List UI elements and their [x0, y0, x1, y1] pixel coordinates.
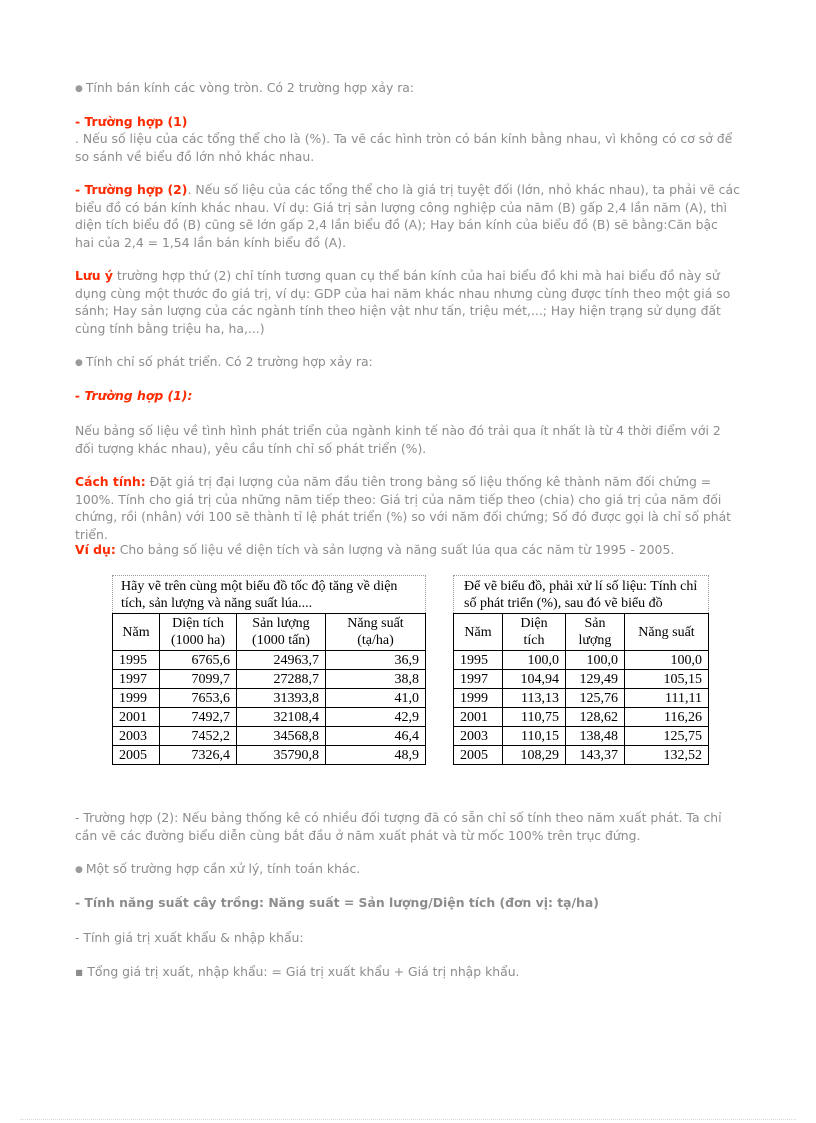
table-original-cell: 6765,6 — [160, 651, 237, 670]
growth-case1-heading: - Trường hợp (1): — [75, 388, 193, 403]
table-original-grid — [112, 613, 426, 765]
table-original-cell: 27288,7 — [237, 670, 326, 689]
table-original-header-year: Năm — [113, 614, 160, 651]
method-heading: Cách tính: — [75, 474, 146, 489]
table-original-cell: 7452,2 — [160, 727, 237, 746]
table-index-caption: Để vẽ biểu đồ, phải xử lí số liệu: Tính chỉ số phát triển (%), sau đó vẽ biểu đồ — [453, 575, 709, 613]
example-heading: Ví dụ: — [75, 542, 116, 557]
table-index-cell: 125,76 — [566, 689, 625, 708]
table-original-cell: 7099,7 — [160, 670, 237, 689]
case1-text: . Nếu số liệu của các tổng thể cho là (%). Ta vẽ các hình tròn có bán kính bằng nhau, vì không có cơ sở để so sánh về biểu đồ lớn nhỏ khác nhau. — [75, 131, 733, 164]
table-original-cell: 7492,7 — [160, 708, 237, 727]
table-index-cell: 116,26 — [625, 708, 709, 727]
example-paragraph — [75, 541, 740, 559]
table-index-cell: 113,13 — [503, 689, 566, 708]
table-original-cell: 7326,4 — [160, 746, 237, 765]
table-original-cell: 31393,8 — [237, 689, 326, 708]
table-index-row — [454, 651, 709, 670]
method-paragraph — [75, 473, 740, 543]
table-index-cell: 100,0 — [503, 651, 566, 670]
table-original-cell: 2005 — [113, 746, 160, 765]
table-index-row — [454, 670, 709, 689]
table-original-cell: 48,9 — [326, 746, 426, 765]
page-bottom-divider — [20, 1119, 796, 1120]
table-index-cell: 100,0 — [566, 651, 625, 670]
note-text: trường hợp thứ (2) chỉ tính tương quan cụ thể bán kính của hai biểu đồ khi mà hai biểu đồ này sử dụng cùng một thước đo giá trị, ví dụ: GDP của hai năm khác nhau nhưng cùng được tính theo một giá so sánh; Hay sản lượng của các ngành tính theo hiện vật như tấn, triệu mét,...; Hay hiện trạng sử dụng đất cùng tính bằng triệu ha, ha,...) — [75, 268, 731, 336]
table-original-row — [113, 727, 426, 746]
table-index-cell: 1997 — [454, 670, 503, 689]
table-index-cell: 2005 — [454, 746, 503, 765]
table-original-row — [113, 651, 426, 670]
bullet-growth — [75, 353, 740, 374]
table-index-cell: 100,0 — [625, 651, 709, 670]
yield-formula: - Tính năng suất cây trồng: Năng suất = Sản lượng/Diện tích (đơn vị: tạ/ha) — [75, 895, 599, 910]
table-index-row — [454, 727, 709, 746]
table-original-header-yield: Năng suất (tạ/ha) — [326, 614, 426, 651]
table-index-cell: 129,49 — [566, 670, 625, 689]
table-index-cell: 110,15 — [503, 727, 566, 746]
growth-case1-text: Nếu bảng số liệu về tình hình phát triển của ngành kinh tế nào đó trải qua ít nhất là từ 4 thời điểm với 2 đối tượng khác nhau), yêu cầu tính chỉ số phát triển (%). — [75, 423, 721, 456]
table-original-header-output: Sản lượng (1000 tấn) — [237, 614, 326, 651]
table-original-cell: 1997 — [113, 670, 160, 689]
table-original-header-area: Diện tích (1000 ha) — [160, 614, 237, 651]
case2-text: . Nếu số liệu của các tổng thể cho là giá trị tuyệt đối (lớn, nhỏ khác nhau), ta phải vẽ các biểu đồ có bán kính khác nhau. Ví dụ: Giá trị sản lượng công nghiệp của năm (B) gấp 2,4 lần năm (A), thì diện tích biểu đồ (B) cũng sẽ lớn gấp 2,4 lần biểu đồ (A); Hay bán kính của biểu đồ (B) sẽ bằng:Căn bậc hai của 2,4 = 1,54 lần bán kính biểu đồ (A). — [75, 182, 740, 250]
table-original-cell: 1999 — [113, 689, 160, 708]
table-index-cell: 105,15 — [625, 670, 709, 689]
table-original-cell: 2001 — [113, 708, 160, 727]
method-text: Đặt giá trị đại lượng của năm đầu tiên trong bảng số liệu thống kê thành năm đối chứng = 100%. Tính cho giá trị của những năm tiếp theo: Giá trị của năm tiếp theo (chia) cho giá trị của năm đối chứng, rồi (nhân) với 100 sẽ thành tỉ lệ phát triển (%) so với năm đối chứng; Số đó được gọi là chỉ số phát triển. — [75, 474, 732, 542]
note-heading: Lưu ý — [75, 268, 113, 283]
table-index-grid — [453, 613, 709, 765]
table-original-cell: 1995 — [113, 651, 160, 670]
data-tables — [112, 575, 709, 765]
table-original-cell: 32108,4 — [237, 708, 326, 727]
table-original-row — [113, 746, 426, 765]
table-index-row — [454, 746, 709, 765]
table-index-cell: 111,11 — [625, 689, 709, 708]
table-index-header-year: Năm — [454, 614, 503, 651]
table-original-caption: Hãy vẽ trên cùng một biểu đồ tốc độ tăng về diện tích, sản lượng và năng suất lúa.... — [112, 575, 426, 613]
table-index-header-yield: Năng suất — [625, 614, 709, 651]
table-original-cell: 7653,6 — [160, 689, 237, 708]
table-index-cell: 104,94 — [503, 670, 566, 689]
table-original-cell: 35790,8 — [237, 746, 326, 765]
table-original-row — [113, 708, 426, 727]
table-index-cell: 1999 — [454, 689, 503, 708]
table-index-cell: 125,75 — [625, 727, 709, 746]
example-text: Cho bảng số liệu về diện tích và sản lượng và năng suất lúa qua các năm từ 1995 - 2005. — [115, 542, 675, 557]
table-index-cell: 2001 — [454, 708, 503, 727]
table-original-row — [113, 689, 426, 708]
table-original-row — [113, 670, 426, 689]
table-original-cell: 34568,8 — [237, 727, 326, 746]
case2-paragraph — [75, 181, 740, 251]
table-index-cell: 2003 — [454, 727, 503, 746]
case1-heading: - Trường hợp (1) — [75, 114, 188, 129]
table-index-cell: 108,29 — [503, 746, 566, 765]
table-index-cell: 128,62 — [566, 708, 625, 727]
note-paragraph — [75, 267, 740, 337]
table-index-cell: 143,37 — [566, 746, 625, 765]
table-original-cell: 38,8 — [326, 670, 426, 689]
growth-case2-text: - Trường hợp (2): Nếu bảng thống kê có nhiều đối tượng đã có sẵn chỉ số tính theo năm xuất phát. Ta chỉ cần vẽ các đường biểu diễn cùng bắt đầu ở năm xuất phát và từ mốc 100% trên trục đứng. — [75, 810, 722, 843]
table-original-cell: 36,9 — [326, 651, 426, 670]
table-index-header-output: Sản lượng — [566, 614, 625, 651]
table-index-row — [454, 708, 709, 727]
export-import-heading: - Tính giá trị xuất khẩu & nhập khẩu: — [75, 930, 304, 945]
bullet-growth-text: Tính chỉ số phát triển. Có 2 trường hợp xảy ra: — [85, 354, 373, 369]
bullet-radius — [75, 79, 740, 100]
table-original-cell: 41,0 — [326, 689, 426, 708]
bullet-other-text: Một số trường hợp cần xử lý, tính toán khác. — [85, 861, 361, 876]
table-index-cell: 138,48 — [566, 727, 625, 746]
table-index-row — [454, 689, 709, 708]
table-original-cell: 42,9 — [326, 708, 426, 727]
table-original-cell: 46,4 — [326, 727, 426, 746]
case2-heading: - Trường hợp (2) — [75, 182, 188, 197]
export-import-total: ▪ Tổng giá trị xuất, nhập khẩu: = Giá trị xuất khẩu + Giá trị nhập khẩu. — [75, 964, 520, 979]
bullet-radius-text: Tính bán kính các vòng tròn. Có 2 trường hợp xảy ra: — [85, 80, 415, 95]
table-index-cell: 110,75 — [503, 708, 566, 727]
table-original-cell: 2003 — [113, 727, 160, 746]
table-index-cell: 132,52 — [625, 746, 709, 765]
table-original — [112, 575, 426, 765]
table-index — [453, 575, 709, 765]
bullet-other — [75, 860, 740, 881]
table-index-cell: 1995 — [454, 651, 503, 670]
table-index-header-area: Diện tích — [503, 614, 566, 651]
table-original-cell: 24963,7 — [237, 651, 326, 670]
